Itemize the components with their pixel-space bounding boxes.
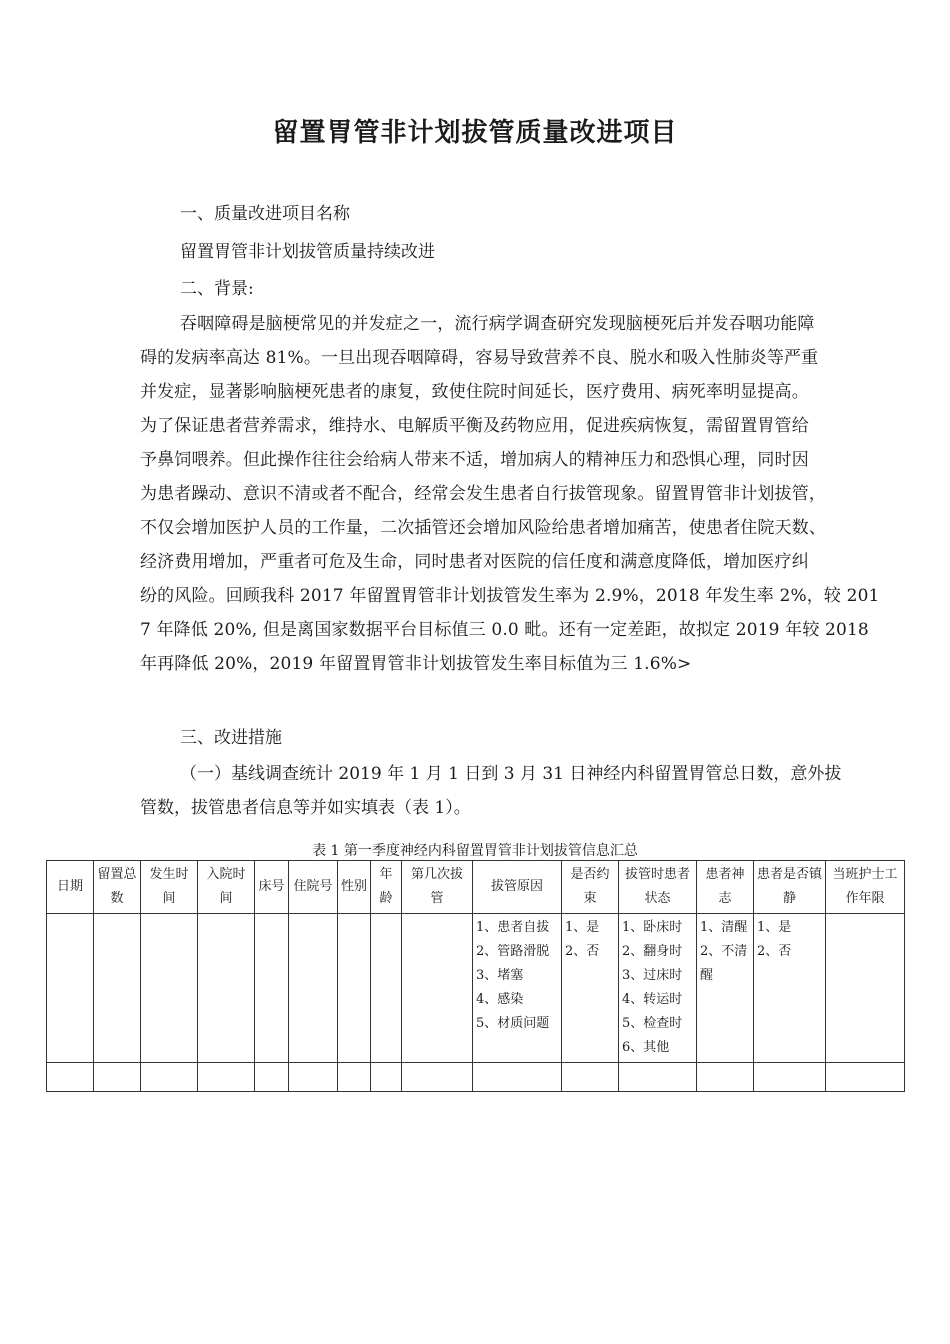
header-patient-state: 拔管时患者状态 (619, 861, 697, 914)
table-cell[interactable] (141, 1063, 198, 1092)
table-cell[interactable] (402, 1063, 473, 1092)
background-line: 年再降低 20%，2019 年留置胃管非计划拔管发生率目标值为三 1.6%> (140, 654, 692, 674)
restraint-options-cell[interactable] (562, 914, 619, 1063)
measure-line: 管数，拔管患者信息等并如实填表（表 1）。 (140, 798, 471, 818)
table-cell[interactable] (94, 914, 141, 1063)
table-cell[interactable] (198, 1063, 255, 1092)
background-line: 吞咽障碍是脑梗常见的并发症之一，流行病学调查研究发现脑梗死后并发吞咽功能障 (180, 314, 815, 334)
table-cell[interactable] (697, 1063, 754, 1092)
table-cell[interactable] (826, 914, 905, 1063)
table-cell[interactable] (402, 914, 473, 1063)
table-cell[interactable] (619, 1063, 697, 1092)
table-caption: 表 1 第一季度神经内科留置胃管非计划拔管信息汇总 (312, 843, 638, 859)
table-cell[interactable] (754, 1063, 826, 1092)
document-title: 留置胃管非计划拔管质量改进项目 (272, 118, 678, 148)
background-line: 纷的风险。回顾我科 2017 年留置胃管非计划拔管发生率为 2.9%，2018 年发生率 2%，较 201 (140, 586, 880, 606)
header-admission-time: 入院时间 (198, 861, 255, 914)
header-bed-number: 床号 (255, 861, 289, 914)
header-total: 留置总数 (94, 861, 141, 914)
header-restraint: 是否约束 (562, 861, 619, 914)
sedation-option: 1、是 (757, 920, 792, 935)
section-1-heading: 一、质量改进项目名称 (180, 204, 350, 224)
state-option: 4、转运时 (622, 992, 683, 1007)
state-options-cell[interactable] (619, 914, 697, 1063)
table-cell[interactable] (371, 914, 402, 1063)
header-date: 日期 (47, 861, 94, 914)
header-reason: 拔管原因 (473, 861, 562, 914)
background-line: 经济费用增加，严重者可危及生命，同时患者对医院的信任度和满意度降低，增加医疗纠 (140, 552, 809, 572)
background-line: 并发症，显著影响脑梗死患者的康复，致使住院时间延长，医疗费用、病死率明显提高。 (140, 382, 809, 402)
background-line: 为了保证患者营养需求，维持水、电解质平衡及药物应用，促进疾病恢复，需留置胃管给 (140, 416, 809, 436)
table-cell[interactable] (338, 914, 371, 1063)
table-cell[interactable] (562, 1063, 619, 1092)
header-hospital-number: 住院号 (289, 861, 338, 914)
extubation-info-table (46, 860, 905, 1092)
state-option: 5、检查时 (622, 1016, 683, 1031)
state-option: 1、卧床时 (622, 920, 683, 935)
table-cell[interactable] (371, 1063, 402, 1092)
measure-line: （一）基线调查统计 2019 年 1 月 1 日到 3 月 31 日神经内科留置胃管总日数，意外拔 (180, 764, 842, 784)
state-option: 6、其他 (622, 1040, 670, 1055)
header-nurse-years: 当班护士工作年限 (826, 861, 905, 914)
header-sex: 性别 (338, 861, 371, 914)
table-cell[interactable] (47, 914, 94, 1063)
section-3-heading: 三、改进措施 (180, 728, 282, 748)
table-cell[interactable] (473, 1063, 562, 1092)
table-cell[interactable] (255, 1063, 289, 1092)
background-line: 不仅会增加医护人员的工作量，二次插管还会增加风险给患者增加痛苦，使患者住院天数、 (140, 518, 826, 538)
table-options-row (47, 914, 905, 1063)
header-extubation-count: 第几次拔管 (402, 861, 473, 914)
table-cell[interactable] (47, 1063, 94, 1092)
reason-option: 2、管路滑脱 (476, 944, 550, 959)
table-cell[interactable] (141, 914, 198, 1063)
reason-option: 3、堵塞 (476, 968, 524, 983)
header-occurrence-time: 发生时间 (141, 861, 198, 914)
restraint-option: 2、否 (565, 944, 600, 959)
project-name: 留置胃管非计划拔管质量持续改进 (180, 242, 435, 262)
header-consciousness: 患者神志 (697, 861, 754, 914)
table-cell[interactable] (826, 1063, 905, 1092)
consciousness-options-cell[interactable] (697, 914, 754, 1063)
table-cell[interactable] (289, 914, 338, 1063)
state-option: 3、过床时 (622, 968, 683, 983)
table-cell[interactable] (255, 914, 289, 1063)
state-option: 2、翻身时 (622, 944, 683, 959)
measure-1-paragraph (140, 757, 902, 825)
header-age: 年龄 (371, 861, 402, 914)
background-paragraph (140, 307, 902, 681)
table-header-row (47, 861, 905, 914)
sedation-options-cell[interactable] (754, 914, 826, 1063)
background-line: 碍的发病率高达 81%。一旦出现吞咽障碍，容易导致营养不良、脱水和吸入性肺炎等严重 (140, 348, 819, 368)
reason-option: 5、材质问题 (476, 1016, 550, 1031)
section-2-heading: 二、背景: (180, 279, 254, 299)
restraint-option: 1、是 (565, 920, 600, 935)
header-sedation: 患者是否镇静 (754, 861, 826, 914)
table-cell[interactable] (289, 1063, 338, 1092)
background-line: 7 年降低 20%, 但是离国家数据平台目标值三 0.0 毗。还有一定差距，故拟定 2019 年较 2018 (140, 620, 869, 640)
reason-option: 4、感染 (476, 992, 524, 1007)
consciousness-option: 2、不清醒 (700, 944, 748, 983)
background-line: 予鼻饲喂养。但此操作往往会给病人带来不适，增加病人的精神压力和恐惧心理，同时因 (140, 450, 809, 470)
background-line: 为患者躁动、意识不清或者不配合，经常会发生患者自行拔管现象。留置胃管非计划拔管， (140, 484, 826, 504)
table-cell[interactable] (94, 1063, 141, 1092)
reason-option: 1、患者自拔 (476, 920, 550, 935)
table-cell[interactable] (198, 914, 255, 1063)
consciousness-option: 1、清醒 (700, 920, 748, 935)
reason-options-cell[interactable] (473, 914, 562, 1063)
table-blank-row (47, 1063, 905, 1092)
table-cell[interactable] (338, 1063, 371, 1092)
sedation-option: 2、否 (757, 944, 792, 959)
